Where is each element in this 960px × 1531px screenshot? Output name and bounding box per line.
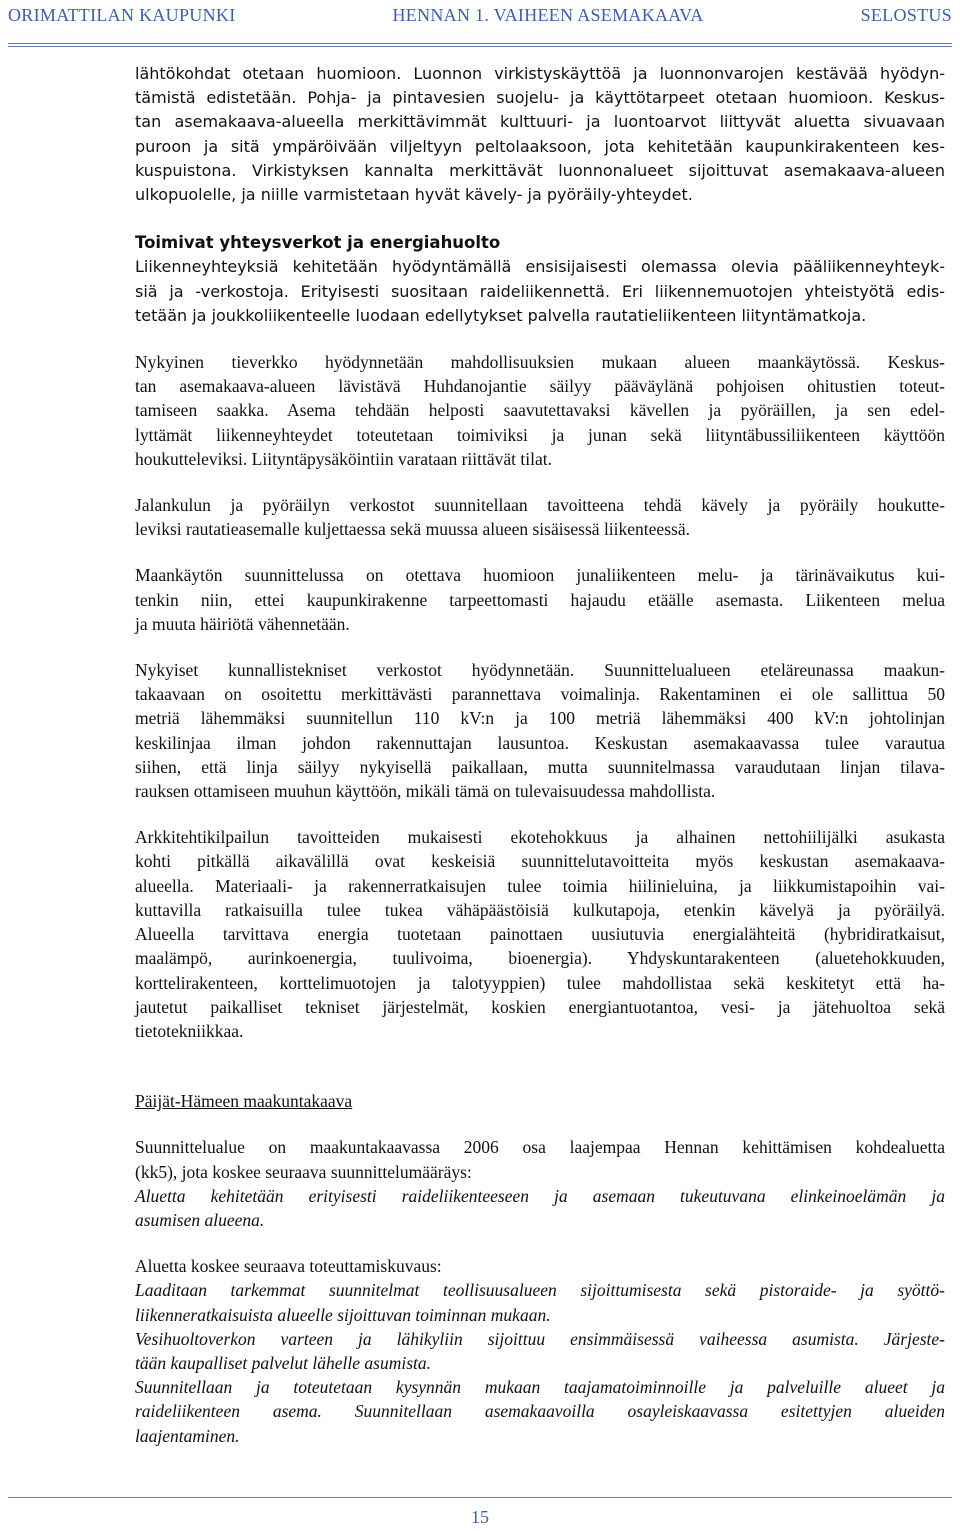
text-line: Nykyinen tieverkko hyödynnetään mahdollisuuksien mukaan alueen maankäytössä. Keskus- bbox=[135, 352, 945, 373]
text-line-italic: asumisen alueena. bbox=[135, 1209, 265, 1230]
text-line: Liikenneyhteyksiä kehitetään hyödyntämällä ensisijaisesti olemassa olevia pääliikenneyhteyk- bbox=[135, 257, 945, 277]
text-line: siihen, että linja säilyy nykyisellä paikallaan, mutta suunnitelmassa varaudutaan linjan tilava- bbox=[135, 756, 945, 777]
body-content bbox=[135, 62, 945, 1448]
text-line: houkutteleviksi. Liityntäpysäköintiin varataan riittävät tilat. bbox=[135, 448, 552, 469]
text-line: Jalankulun ja pyöräilyn verkostot suunnitellaan tavoitteena tehdä kävely ja pyöräily houkutte- bbox=[135, 495, 945, 516]
text-line: ja muuta häiriötä vähennetään. bbox=[135, 613, 350, 634]
text-line: (kk5), jota koskee seuraava suunnittelumääräys: bbox=[135, 1161, 472, 1182]
text-line: takaavaan on osoitettu merkittävästi parannettava voimalinja. Rakentaminen ei ole sallittua 50 bbox=[135, 684, 945, 705]
header-divider-second bbox=[8, 46, 952, 47]
running-header bbox=[8, 2, 952, 28]
text-line: Nykyiset kunnallistekniset verkostot hyödynnetään. Suunnittelualueen eteläreunassa maakun- bbox=[135, 660, 945, 681]
text-line: tan asemakaava-alueella merkittävimmät kulttuuri- ja luontoarvot liittyvät aluetta sivuavaan bbox=[135, 112, 945, 132]
text-line: tan asemakaava-alueen lävistävä Huhdanojantie säilyy pääväylänä pohjoisen ohitustien toteut- bbox=[135, 376, 945, 397]
text-line: kuspuistona. Virkistyksen kannalta merkittävät luonnonalueet sijoittuvat asemakaava-alueen bbox=[135, 160, 945, 180]
text-line: jautetut paikalliset tekniset järjestelmät, koskien energiantuotantoa, vesi- ja jätehuoltoa sekä bbox=[135, 996, 945, 1017]
text-line: ulkopuolelle, ja niille varmistetaan hyvät kävely- ja pyöräily-yhteydet. bbox=[135, 185, 693, 205]
text-line: metriä lähemmäksi suunnitellun 110 kV:n ja 100 metriä lähemmäksi 400 kV:n johtolinjan bbox=[135, 708, 945, 729]
text-line: lähtökohdat otetaan huomioon. Luonnon virkistyskäyttöä ja luonnonvarojen kestävää hyödyn- bbox=[135, 64, 945, 83]
text-line: rauksen ottamiseen muuhun käyttöön, mikäli tämä on tulevaisuudessa mahdollista. bbox=[135, 781, 716, 802]
page-number: 15 bbox=[471, 1507, 489, 1527]
paragraph-pedestrian-cycling bbox=[135, 493, 945, 541]
text-line: tietotekniikkaa. bbox=[135, 1020, 244, 1041]
paragraph-transport-links bbox=[135, 255, 945, 328]
text-line: keskilinjaa ilman johdon rakennuttajan lausuntoa. Keskustan asemakaavassa tulee varautua bbox=[135, 732, 945, 753]
text-line: Suunnittelualue on maakuntakaavassa 2006 osa laajempaa Hennan kehittämisen kohdealuetta bbox=[135, 1137, 945, 1158]
text-line: Arkkitehtikilpailun tavoitteiden mukaisesti ekotehokkuus ja alhainen nettohiilijälki asukasta bbox=[135, 827, 945, 848]
text-line-italic: Vesihuoltoverkon varteen ja lähikyliin sijoittuu ensimmäisessä vaiheessa asumista. Järjeste- bbox=[135, 1328, 945, 1349]
header-document-title: HENNAN 1. VAIHEEN ASEMAKAAVA bbox=[392, 4, 704, 25]
text-line: leviksi rautatieasemalle kuljettaessa sekä muussa alueen sisäisessä liikenteessä. bbox=[135, 519, 690, 540]
text-line: tetään ja joukkoliikenteelle luodaan edellytykset palvella rautatieliikenteen liityntämatkoja. bbox=[135, 305, 867, 325]
paragraph-implementation bbox=[135, 1254, 945, 1448]
text-line: siä ja -verkostoja. Erityisesti suositaan raideliikennettä. Eri liikennemuotojen yhteistyötä edis- bbox=[135, 281, 945, 301]
text-line: korttelirakenteen, korttelimuotojen ja talotyyppien) tulee mahdollistaa sekä keskitetyt että ha- bbox=[135, 972, 945, 993]
text-line: Alueella tarvittava energia tuotetaan painottaen uusiutuvia energialähteitä (hybridiratkaisut, bbox=[135, 924, 945, 945]
paragraph-utility-networks bbox=[135, 658, 945, 803]
text-line: Aluetta koskee seuraava toteuttamiskuvaus: bbox=[135, 1256, 442, 1277]
text-line: kohti pitkällä aikavälillä ovat keskeisiä suunnittelutavoitteita myös keskustan asemakaava- bbox=[135, 851, 945, 872]
text-line: tenkin niin, ettei kaupunkirakenne tarpeettomasti hajaudu etäälle asemasta. Liikenteen melua bbox=[135, 589, 945, 610]
text-line: Maankäytön suunnittelussa on otettava huomioon junaliikenteen melu- ja tärinävaikutus kui- bbox=[135, 565, 945, 586]
header-divider bbox=[8, 43, 952, 44]
section-heading: Toimivat yhteysverkot ja energiahuolto bbox=[135, 233, 501, 253]
text-line: puroon ja sitä ympäröivään viljeltyyn peltolaaksoon, jota kehitetään kaupunkirakenteen kes- bbox=[135, 136, 945, 156]
text-line-italic: laajentaminen. bbox=[135, 1425, 240, 1446]
text-line-italic: Laaditaan tarkemmat suunnitelmat teollisuusalueen sijoittumisesta sekä pistoraide- ja syöttö- bbox=[135, 1280, 945, 1301]
text-line: lyttämät liikenneyhteydet toteutetaan toimiviksi ja junan sekä liityntäbussiliikenteen käyttöön bbox=[135, 424, 945, 445]
header-organization: ORIMATTILAN KAUPUNKI bbox=[8, 4, 236, 25]
text-line-italic: Suunnitellaan ja toteutetaan kysynnän mukaan taajamatoiminnoille ja palveluille alueet ja bbox=[135, 1377, 945, 1398]
text-line: maalämpö, aurinkoenergia, tuulivoima, bioenergia). Yhdyskuntarakenteen (aluetehokkuuden, bbox=[135, 948, 945, 969]
text-line-italic: Aluetta kehitetään erityisesti raideliikenteeseen ja asemaan tukeutuvana elinkeinoelämän ja bbox=[135, 1185, 945, 1206]
subsection-heading: Päijät-Hämeen maakuntakaava bbox=[135, 1091, 353, 1112]
header-document-type: SELOSTUS bbox=[860, 4, 952, 25]
text-line-italic: tään kaupalliset palvelut lähelle asumista. bbox=[135, 1352, 432, 1373]
text-line: kuttavilla ratkaisuilla tulee tukea vähäpäästöisiä kulkutapoja, etenkin kävelyä ja pyöräilyä. bbox=[135, 899, 945, 920]
text-line-italic: raideliikenteen asema. Suunnitellaan asemakaavoilla osayleiskaavassa esitettyjen alueiden bbox=[135, 1401, 945, 1422]
text-line: alueella. Materiaali- ja rakennerratkaisujen tulee toimia hiilinieluina, ja liikkumistapoihin vai- bbox=[135, 875, 945, 896]
text-line: tämistä edistetään. Pohja- ja pintavesien suojelu- ja käyttötarpeet otetaan huomioon. Keskus- bbox=[135, 88, 945, 108]
paragraph-rail-noise bbox=[135, 563, 945, 636]
paragraph-regional-plan bbox=[135, 1135, 945, 1232]
footer-divider bbox=[8, 1497, 952, 1498]
paragraph-nature-values bbox=[135, 62, 945, 207]
paragraph-road-network bbox=[135, 350, 945, 471]
paragraph-eco-efficiency bbox=[135, 825, 945, 1043]
text-line-italic: liikenneratkaisuista alueelle sijoittuvan toiminnan mukaan. bbox=[135, 1304, 551, 1325]
text-line: tamiseen saakka. Asema tehdään helposti saavutettavaksi kävellen ja pyöräillen, ja sen edel- bbox=[135, 400, 945, 421]
